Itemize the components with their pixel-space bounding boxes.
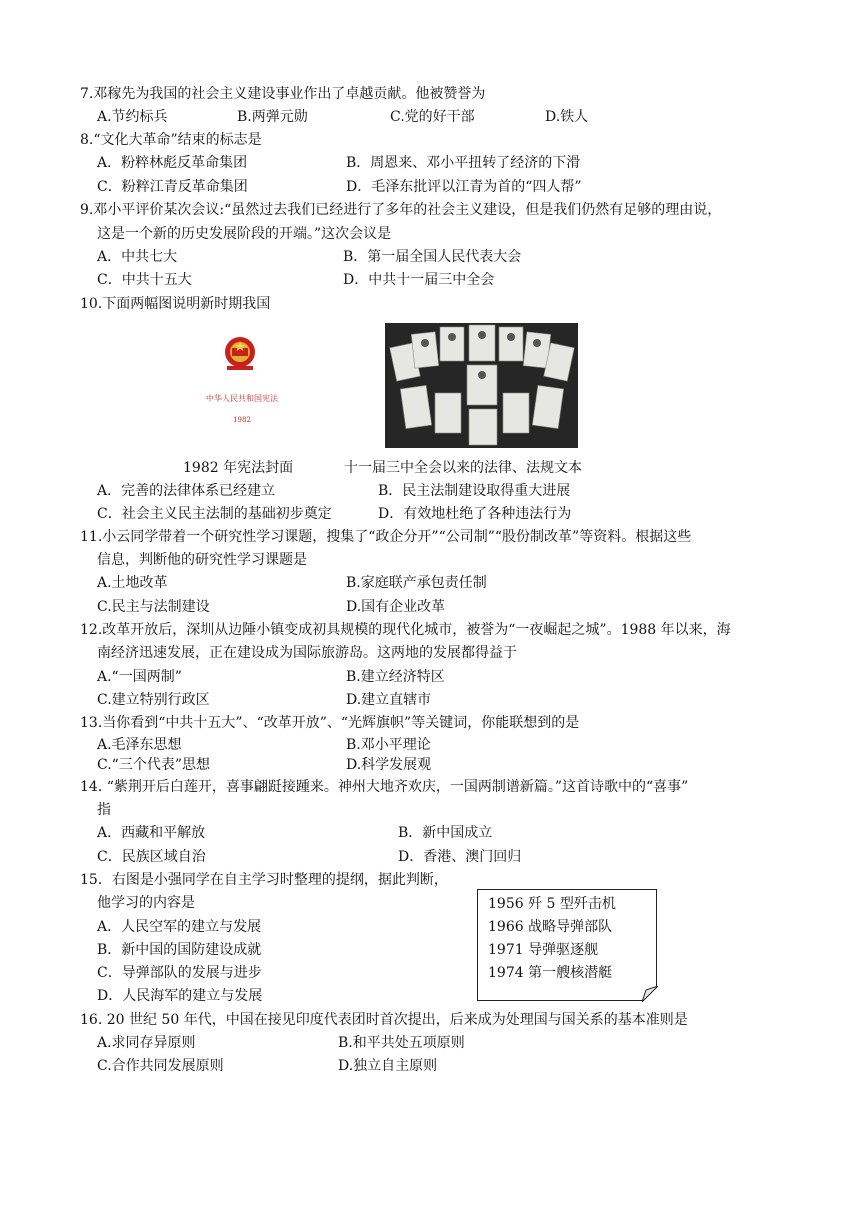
q12-option-d: D.建立直辖市 (346, 692, 432, 708)
q11-option-a: A.土地改革 (97, 575, 168, 591)
q9-option-a: A．中共七大 (97, 249, 178, 265)
q7-option-a: A.节约标兵 (97, 109, 168, 125)
question-9-stem-line2: 这是一个新的历史发展阶段的开端。”这次会议是 (97, 226, 392, 242)
q13-option-a: A.毛泽东思想 (97, 737, 182, 753)
q14-option-c: C．民族区域自治 (97, 849, 206, 865)
q9-option-d: D．中共十一届三中全会 (343, 272, 495, 288)
q15-option-b: B．新中国的国防建设成就 (97, 942, 262, 958)
q11-option-b: B.家庭联产承包责任制 (346, 575, 487, 591)
caption-law-documents: 十一届三中全会以来的法律、法规文本 (344, 460, 582, 476)
q15-option-d: D．人民海军的建立与发展 (97, 988, 263, 1004)
question-12-stem-line1: 12.改革开放后，深圳从边陲小镇变成初具规模的现代化城市，被誉为“一夜崛起之城”。1988 年以来，海 (80, 622, 731, 638)
outline-row: 1956 歼 5 型歼击机 (488, 896, 616, 912)
outline-row: 1974 第一艘核潜艇 (488, 965, 613, 981)
q14-option-d: D．香港、澳门回归 (398, 849, 522, 865)
q16-option-d: D.独立自主原则 (338, 1058, 438, 1074)
q16-option-b: B.和平共处五项原则 (338, 1035, 465, 1051)
question-14-stem-line2: 指 (97, 802, 111, 818)
question-8-stem: 8.“文化大革命”结束的标志是 (80, 132, 262, 148)
q16-option-c: C.合作共同发展原则 (97, 1058, 224, 1074)
outline-row: 1971 导弹驱逐舰 (488, 942, 599, 958)
q10-option-c: C．社会主义民主法制的基础初步奠定 (97, 506, 332, 522)
question-7-stem: 7.邓稼先为我国的社会主义建设事业作出了卓越贡献。他被赞誉为 (80, 86, 486, 102)
caption-constitution: 1982 年宪法封面 (183, 460, 294, 476)
q14-option-b: B．新中国成立 (398, 825, 493, 841)
q9-option-b: B．第一届全国人民代表大会 (343, 249, 522, 265)
q11-option-d: D.国有企业改革 (346, 599, 446, 615)
question-14-stem-line1: 14. “紫荆开后白莲开，喜事翩跹接踵来。神州大地齐欢庆，一国两制谱新篇。”这首诗歌中的“喜事” (80, 779, 689, 795)
q12-option-a: A.“一国两制” (97, 669, 182, 685)
q11-option-c: C.民主与法制建设 (97, 599, 210, 615)
q15-option-c: C．导弹部队的发展与进步 (97, 965, 262, 981)
q12-option-c: C.建立特别行政区 (97, 692, 210, 708)
q13-option-d: D.科学发展观 (346, 757, 432, 773)
question-10-stem: 10.下面两幅图说明新时期我国 (80, 296, 271, 312)
question-11-stem-line2: 信息，判断他的研究性学习课题是 (97, 552, 307, 568)
q8-option-c: C．粉粹江青反革命集团 (97, 179, 248, 195)
constitution-title: 中华人民共和国宪法 (206, 394, 278, 403)
q12-option-b: B.建立经济特区 (346, 669, 445, 685)
q10-option-b: B．民主法制建设取得重大进展 (378, 483, 571, 499)
question-15-stem-line1: 15．右图是小强同学在自主学习时整理的提纲，据此判断， (80, 872, 448, 888)
q13-option-c: C.“三个代表”思想 (97, 757, 210, 773)
q7-option-d: D.铁人 (545, 109, 589, 125)
outline-row: 1966 战略导弹部队 (488, 919, 613, 935)
q9-option-c: C．中共十五大 (97, 272, 192, 288)
study-outline-box (477, 889, 657, 1001)
question-12-stem-line2: 南经济迅速发展，正在建设成为国际旅游岛。这两地的发展都得益于 (97, 645, 517, 661)
question-9-stem-line1: 9.邓小平评价某次会议:“虽然过去我们已经进行了多年的社会主义建设，但是我们仍然有足够的理由说， (80, 202, 722, 218)
question-11-stem-line1: 11.小云同学带着一个研究性学习课题，搜集了“政企分开”“公司制”“股份制改革”等资料。根据这些 (80, 529, 692, 545)
q8-option-d: D．毛泽东批评以江青为首的“四人帮” (346, 179, 582, 195)
q13-option-b: B.邓小平理论 (346, 737, 431, 753)
q7-option-c: C.党的好干部 (390, 109, 475, 125)
national-emblem-icon (196, 330, 288, 448)
question-13-stem: 13.当你看到“中共十五大”、“改革开放”、“光辉旗帜”等关键词，你能联想到的是 (80, 715, 580, 731)
question-16-stem: 16. 20 世纪 50 年代，中国在接见印度代表团时首次提出，后来成为处理国与国关系的基本准则是 (80, 1012, 688, 1028)
question-15-stem-line2: 他学习的内容是 (97, 895, 195, 911)
q10-option-d: D．有效地杜绝了各种违法行为 (378, 506, 572, 522)
q10-option-a: A．完善的法律体系已经建立 (97, 483, 276, 499)
page-fold-icon (642, 986, 658, 1002)
q14-option-a: A．西藏和平解放 (97, 825, 206, 841)
law-booklets-icon (385, 323, 578, 448)
constitution-cover-image (196, 330, 288, 448)
law-documents-photo (385, 323, 578, 448)
q7-option-b: B.两弹元勋 (237, 109, 308, 125)
q8-option-a: A．粉粹林彪反革命集团 (97, 155, 248, 171)
q15-option-a: A．人民空军的建立与发展 (97, 919, 262, 935)
q16-option-a: A.求同存异原则 (97, 1035, 196, 1051)
q8-option-b: B．周恩来、邓小平扭转了经济的下滑 (346, 155, 581, 171)
constitution-year: 1982 (233, 416, 251, 424)
